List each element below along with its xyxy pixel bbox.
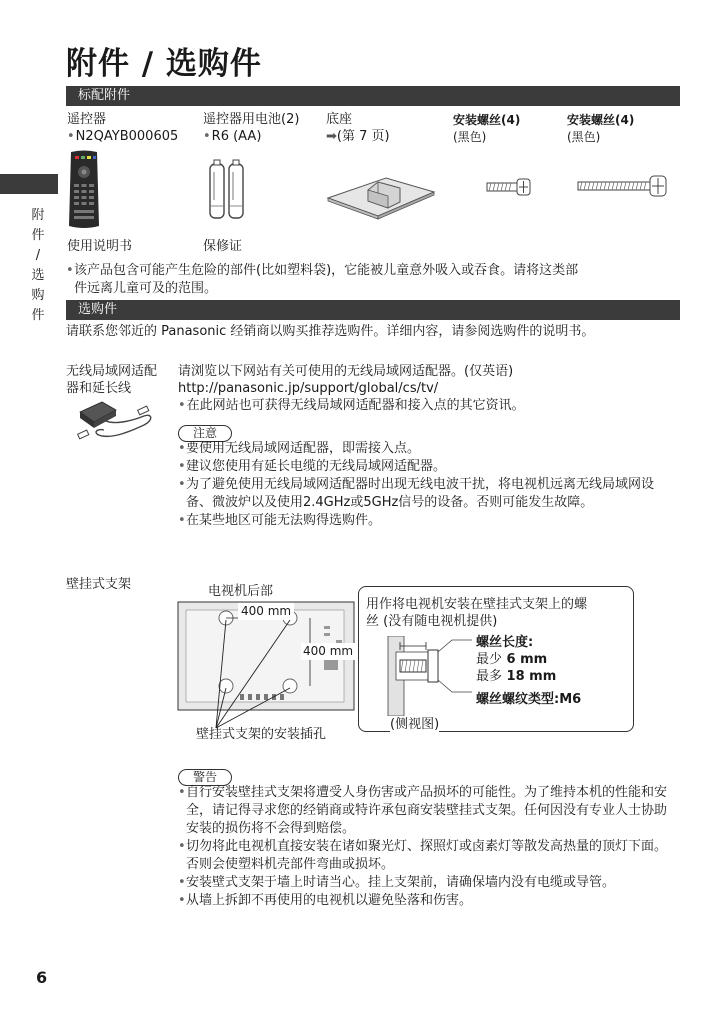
accessory-stand: 底座 ➡(第 7 页) — [326, 112, 390, 144]
optional-accessories-header: 选购件 — [66, 300, 680, 320]
standard-accessories-header: 标配附件 — [66, 86, 680, 106]
page-number: 6 — [36, 968, 48, 987]
horizontal-dimension: 400 mm — [238, 603, 294, 620]
screw-long-icon — [577, 172, 669, 200]
remote-control-icon — [66, 150, 102, 230]
caution-item: • 要使用无线局域网适配器，即需接入点。 — [178, 440, 670, 458]
caution-item: • 在某些地区可能无法购得选购件。 — [178, 512, 670, 530]
accessory-remote: 遥控器 • N2QAYB000605 — [67, 111, 178, 145]
caution-badge: 注意 — [178, 422, 232, 442]
child-safety-note: • 该产品包含可能产生危险的部件(比如塑料袋)，它能被儿童意外吸入或吞食。请将这类部 件远离儿童可及的范围。 — [66, 262, 676, 298]
caution-item: • 为了避免使用无线局域网适配器时出现无线电波干扰，将电视机远离无线局域网设备、微波炉以及使用2.4GHz或5GHz信号的设备。否则可能发生故障。 — [178, 476, 670, 512]
arrow-right-icon: ➡ — [326, 129, 337, 144]
mounting-holes-label: 壁挂式支架的安装插孔 — [196, 727, 327, 742]
support-url: http://panasonic.jp/support/global/cs/tv/ — [178, 381, 439, 396]
screw-side-view-diagram — [378, 636, 474, 716]
wireless-adapter-icon — [74, 398, 156, 448]
side-tab-marker — [0, 174, 58, 194]
page-title: 附件 / 选购件 — [66, 46, 262, 82]
optional-intro: 请联系您邻近的 Panasonic 经销商以购买推荐选购件。详细内容，请参阅选购件的说明书。 — [66, 324, 595, 339]
warning-item: • 从墙上拆卸不再使用的电视机以避免坠落和伤害。 — [178, 892, 670, 910]
screw-callout-title: 用作将电视机安装在壁挂式支架上的螺 丝 (没有随电视机提供) — [366, 597, 588, 629]
screw-spec: 螺丝长度: 最少 6 mm 最多 18 mm 螺丝螺纹类型:M6 — [476, 635, 582, 707]
side-view-caption: (侧视图) — [390, 717, 440, 732]
warning-list — [178, 784, 670, 910]
warning-item: • 切勿将此电视机直接安装在诸如聚光灯、探照灯或卤素灯等散发高热量的顶灯下面。否则会使塑料机壳部件弯曲或损坏。 — [178, 838, 670, 874]
accessory-screw-a: 安装螺丝(4) (黑色) — [453, 113, 521, 144]
warranty-card-label: 保修证 — [203, 239, 243, 254]
wall-bracket-label: 壁挂式支架 — [66, 577, 132, 592]
side-section-label: 附 件 / 选 购 件 — [31, 208, 45, 323]
caution-list — [178, 440, 670, 530]
wireless-lan-info: 请浏览以下网站有关可使用的无线局域网适配器。(仅英语) http://panasonic.jp/support/global/cs/tv/ • 在此网站也可获得无线局域网适配器和接入点的其它资讯。 — [178, 363, 678, 414]
batteries-icon — [207, 158, 247, 222]
stand-icon — [326, 168, 436, 220]
warning-item: • 安装壁式支架于墙上时请当心。挂上支架前，请确保墙内没有电缆或导管。 — [178, 874, 670, 892]
tv-rear-label: 电视机后部 — [208, 584, 274, 599]
accessory-screw-b: 安装螺丝(4) (黑色) — [567, 113, 635, 144]
screw-short-icon — [486, 176, 532, 198]
vertical-dimension: 400 mm — [303, 644, 354, 658]
wireless-lan-label: 无线局域网适配 器和延长线 — [66, 364, 158, 396]
warning-badge: 警告 — [178, 766, 232, 786]
accessory-batteries: 遥控器用电池(2) • R6 (AA) — [203, 111, 299, 145]
caution-item: • 建议您使用有延长电缆的无线局域网适配器。 — [178, 458, 670, 476]
warning-item: • 自行安装壁挂式支架将遭受人身伤害或产品损坏的可能性。为了维持本机的性能和安全，请记得寻求您的经销商或特许承包商安装壁挂式支架。任何因没有专业人士协助安装的损伤将不会得到赔偿。 — [178, 784, 670, 838]
instruction-manual-label: 使用说明书 — [67, 239, 133, 254]
